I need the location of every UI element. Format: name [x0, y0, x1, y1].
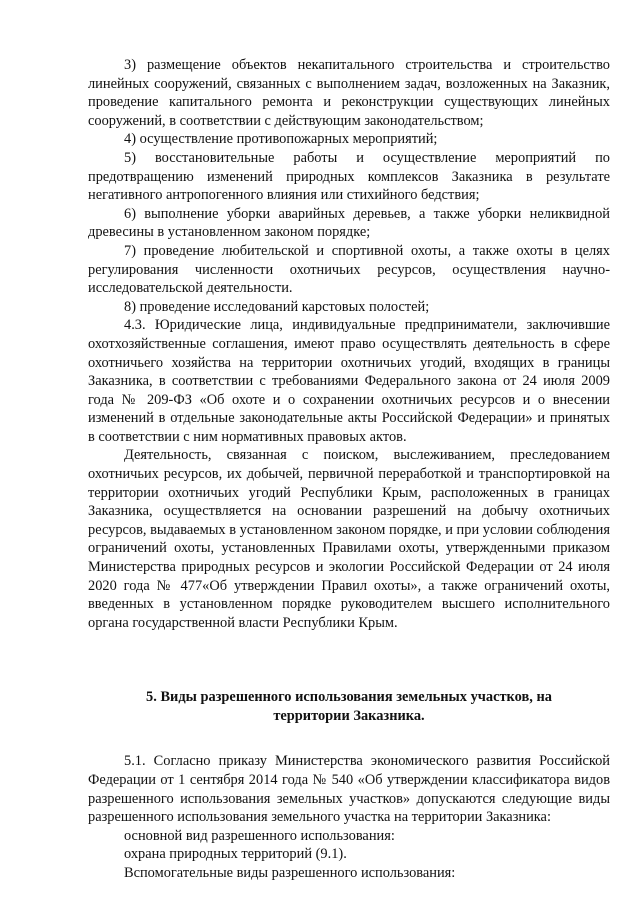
- paragraph-5-1: 5.1. Согласно приказу Министерства экономического развития Российской Федерации от 1 сентября 2014 года № 540 «Об утверждении классификатора видов разрешенного использования земельных участков» допускаются следующие виды разрешенного использования земельного участка на территории Заказника:: [88, 753, 610, 826]
- paragraph-hunting-activity: Деятельность, связанная с поиском, выслеживанием, преследованием охотничьих ресурсов, их добычей, первичной переработкой и транспортировкой на территории охотничьих угодий Республики Крым, расположенных в границах Заказника, осуществляется на основании разрешений на добычу охотничьих ресурсов, выдаваемых в установленном законом порядке, и при условии соблюдения ограничений охоты, установленных Правилами охоты, утвержденными приказом Министерства природных ресурсов и экологии Российской Федерации от 24 июля 2020 года № 477«Об утверждении Правил охоты», а также ограничений охоты, введенных в установленном порядке руководителем высшего исполнительного органа государственной власти Республики Крым.: [88, 447, 610, 631]
- paragraph-main-use-type: основной вид разрешенного использования:: [124, 827, 395, 844]
- section-heading-line-1: 5. Виды разрешенного использования земельных участков, на: [146, 689, 552, 706]
- paragraph-item-6: 6) выполнение уборки аварийных деревьев, а также уборки неликвидной древесины в установленном законом порядке;: [88, 205, 610, 241]
- paragraph-item-3: 3) размещение объектов некапитального строительства и строительство линейных сооружений, связанных с выполнением задач, возложенных на Заказник, проведение капитального ремонта и реконструкции существующих линейных сооружений, в соответствии с действующим законодательством;: [88, 57, 610, 129]
- section-heading-line-2: территории Заказника.: [273, 708, 425, 725]
- paragraph-item-5: 5) восстановительные работы и осуществление мероприятий по предотвращению изменений природных комплексов Заказника в результате негативного антропогенного влияния или стихийного бедствия;: [88, 149, 610, 204]
- section-heading: [88, 688, 610, 726]
- paragraph-item-8: 8) проведение исследований карстовых полостей;: [124, 298, 430, 315]
- paragraph-4-3: 4.3. Юридические лица, индивидуальные предприниматели, заключившие охотхозяйственные соглашения, имеют право осуществлять деятельность в сфере охотничьего хозяйства на территории охотничьих угодий, входящих в границы Заказника, в соответствии с требованиями Федерального закона от 24 июля 2009 года № 209-ФЗ «Об охоте и о сохранении охотничьих ресурсов и о внесении изменений в отдельные законодательные акты Российской Федерации» и принятых в соответствии с ним нормативных правовых актов.: [88, 317, 610, 445]
- paragraph-item-4: 4) осуществление противопожарных мероприятий;: [124, 131, 438, 148]
- paragraph-item-7: 7) проведение любительской и спортивной охоты, а также охоты в целях регулирования численности охотничьих ресурсов, осуществления научно-исследовательской деятельности.: [88, 242, 610, 297]
- paragraph-nature-protection: охрана природных территорий (9.1).: [124, 846, 347, 863]
- paragraph-auxiliary-use-types: Вспомогательные виды разрешенного использования:: [124, 864, 456, 881]
